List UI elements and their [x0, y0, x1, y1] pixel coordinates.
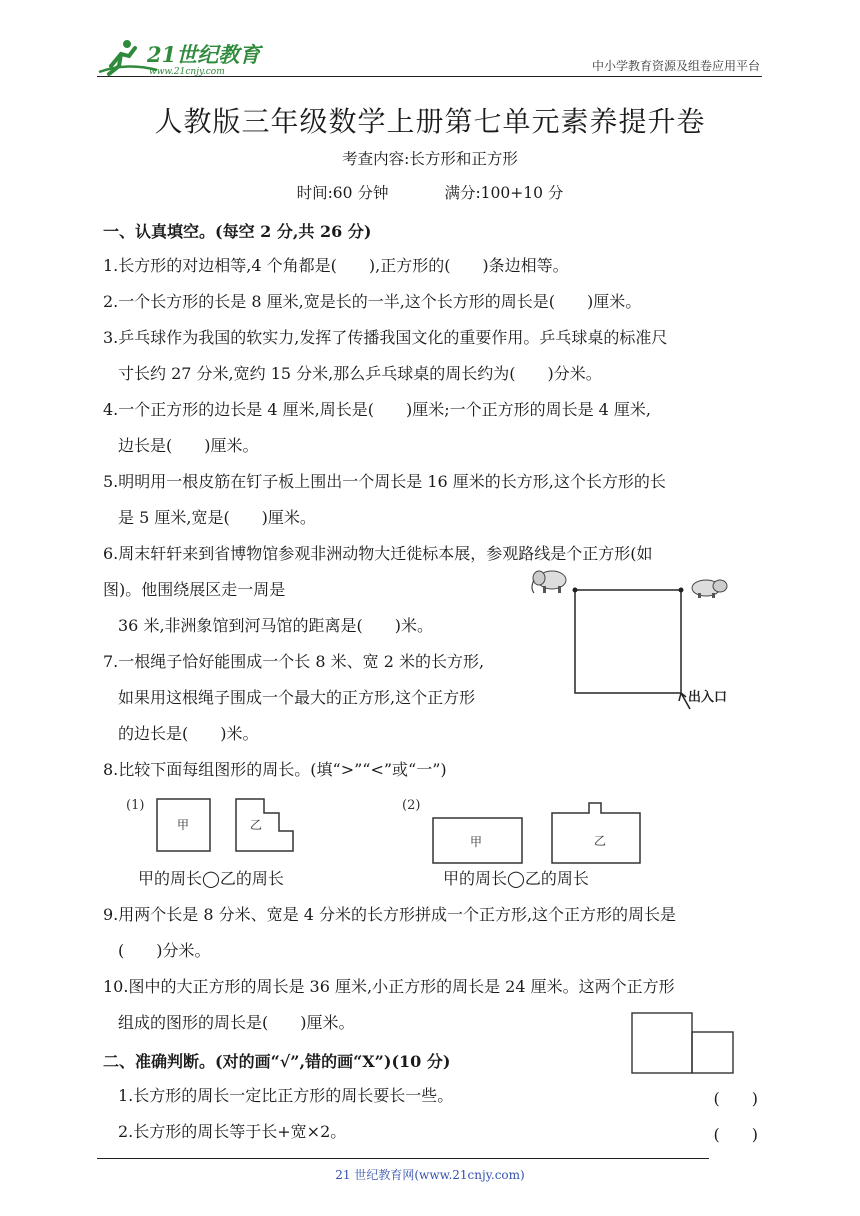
- question-10-line-2: 组成的图形的周长是( )厘米。: [118, 1013, 355, 1032]
- exam-time: 时间:60 分钟: [296, 184, 389, 202]
- group-2-yi-label: 乙: [594, 834, 607, 848]
- judge-question-2: 2.长方形的周长等于长+宽×2。: [118, 1122, 347, 1141]
- exam-score: 满分:100+10 分: [444, 184, 564, 202]
- question-10-line-1: 10.图中的大正方形的周长是 36 厘米,小正方形的周长是 24 厘米。这两个正方形: [103, 977, 675, 996]
- group-1-yi-label: 乙: [250, 818, 263, 832]
- page-subtitle: 考查内容:长方形和正方形: [342, 150, 518, 168]
- question-7-line-2: 如果用这根绳子围成一个最大的正方形,这个正方形: [118, 688, 476, 707]
- hippo-icon: [692, 580, 727, 598]
- group-2-label: (2): [402, 798, 421, 813]
- question-6-line-3: 36 米,非洲象馆到河马馆的距离是( )米。: [118, 616, 434, 635]
- platform-name: 中小学教育资源及组卷应用平台: [591, 59, 760, 73]
- question-5-line-2: 是 5 厘米,宽是( )厘米。: [118, 508, 316, 527]
- section-2-heading: 二、准确判断。(对的画“√”,错的画“X”)(10 分): [103, 1052, 451, 1071]
- two-squares-figure: [630, 1010, 736, 1076]
- question-2: 2.一个长方形的长是 8 厘米,宽是长的一半,这个长方形的周长是( )厘米。: [103, 292, 642, 311]
- large-square: [632, 1013, 692, 1073]
- group-1-label: (1): [126, 798, 145, 813]
- elephant-icon: [532, 571, 566, 593]
- entrance-label: 出入口: [688, 690, 728, 705]
- question-8-compare-2: 甲的周长◯乙的周长: [443, 869, 589, 888]
- site-logo: [97, 36, 267, 78]
- question-8-compare-1: 甲的周长◯乙的周长: [138, 869, 284, 888]
- question-5-line-1: 5.明明用一根皮筋在钉子板上围出一个周长是 16 厘米的长方形,这个长方形的长: [103, 472, 666, 491]
- judge-answer-2: ( ): [713, 1125, 758, 1144]
- question-7-line-3: 的边长是( )米。: [118, 724, 259, 743]
- small-square: [692, 1032, 733, 1073]
- judge-question-1: 1.长方形的周长一定比正方形的周长要长一些。: [118, 1086, 454, 1105]
- question-8-figures: [118, 793, 658, 865]
- group-2-jia-label: 甲: [470, 835, 483, 849]
- group-2-yi-shape: [552, 803, 640, 863]
- footer-link[interactable]: 21 世纪教育网(www.21cnjy.com): [335, 1168, 525, 1182]
- question-6-line-2: 图)。他围绕展区走一周是: [103, 580, 286, 599]
- museum-route-figure: [528, 566, 758, 718]
- logo-text: 21世纪教育: [147, 42, 261, 67]
- header-divider: [97, 76, 762, 77]
- group-1-jia-label: 甲: [177, 818, 190, 832]
- question-9-line-1: 9.用两个长是 8 分米、宽是 4 分米的长方形拼成一个正方形,这个正方形的周长是: [103, 905, 677, 924]
- question-4-line-2: 边长是( )厘米。: [118, 436, 259, 455]
- question-7-line-1: 7.一根绳子恰好能围成一个长 8 米、宽 2 米的长方形,: [103, 652, 485, 671]
- question-9-line-2: ( )分米。: [118, 941, 211, 960]
- judge-answer-1: ( ): [713, 1089, 758, 1108]
- question-1: 1.长方形的对边相等,4 个角都是( ),正方形的( )条边相等。: [103, 256, 569, 275]
- footer-divider: [97, 1158, 709, 1159]
- question-3-line-2: 寸长约 27 分米,宽约 15 分米,那么乒乓球桌的周长约为( )分米。: [118, 364, 602, 383]
- question-8: 8.比较下面每组图形的周长。(填“>”“<”或“一”): [103, 760, 447, 779]
- question-6-line-1: 6.周末轩轩来到省博物馆参观非洲动物大迁徙标本展，参观路线是个正方形(如: [103, 544, 653, 563]
- question-3-line-1: 3.乒乓球作为我国的软实力,发挥了传播我国文化的重要作用。乒乓球桌的标准尺: [103, 328, 668, 347]
- question-4-line-1: 4.一个正方形的边长是 4 厘米,周长是( )厘米;一个正方形的周长是 4 厘米,: [103, 400, 652, 419]
- page-title: 人教版三年级数学上册第七单元素养提升卷: [154, 105, 706, 138]
- section-1-heading: 一、认真填空。(每空 2 分,共 26 分): [103, 222, 372, 241]
- exam-info: [0, 181, 860, 203]
- logo-url: www.21cnjy.com: [149, 67, 225, 77]
- group-1-yi-shape: [236, 799, 293, 851]
